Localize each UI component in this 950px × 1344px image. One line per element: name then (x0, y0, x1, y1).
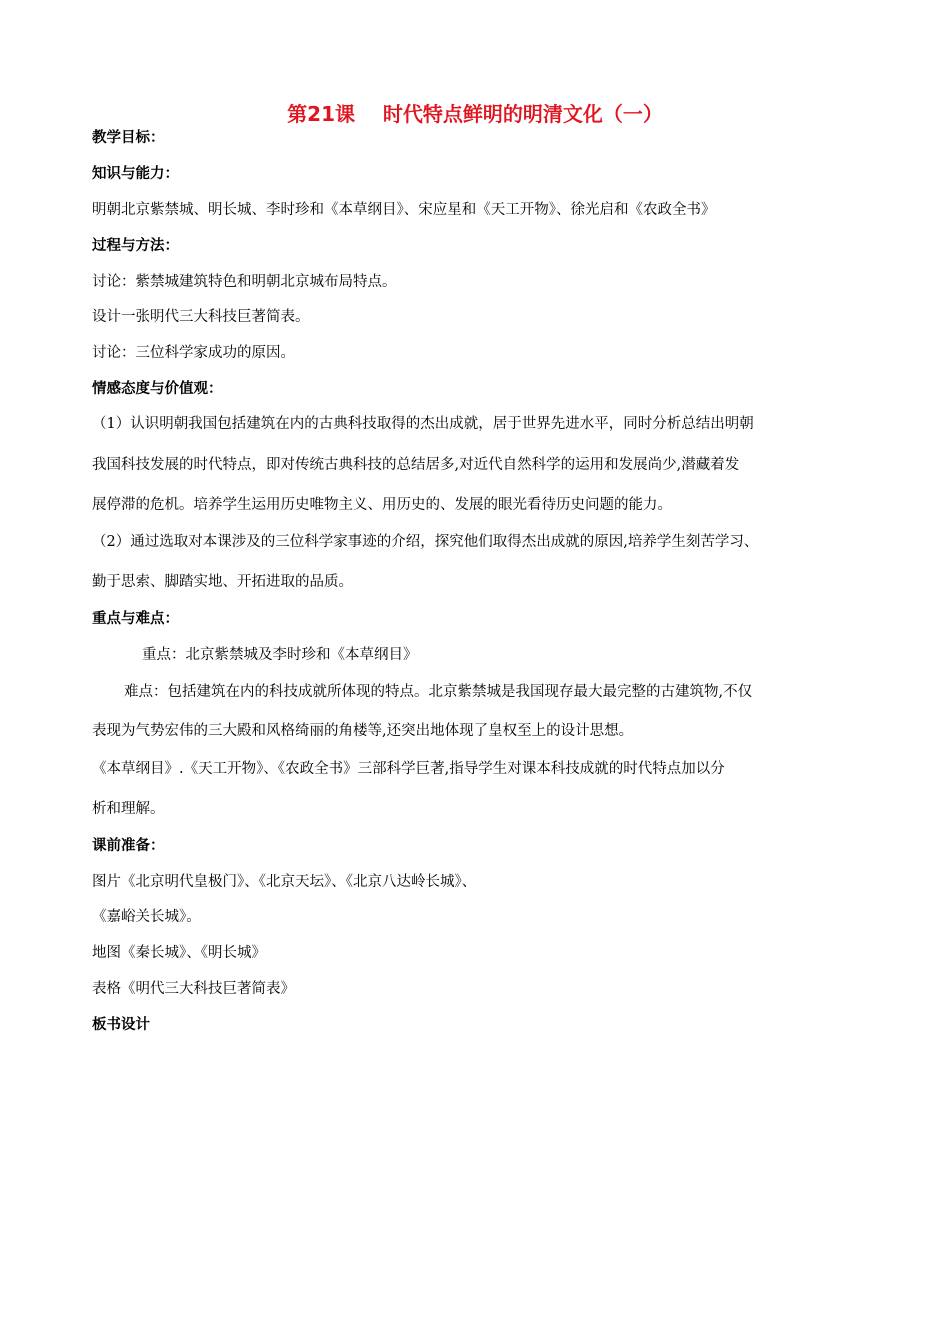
knowledge-heading: 知识与能力： (92, 166, 179, 182)
process-item: 讨论：三位科学家成功的原因。 (92, 345, 295, 361)
preparation-item: 表格《明代三大科技巨著简表》 (92, 981, 295, 997)
difficult-point-line: 《本草纲目》.《天工开物》、《农政全书》三部科学巨著,指导学生对课本科技成就的时代特点加以分 (92, 761, 725, 777)
emotion-paragraph-2-line: （2）通过选取对本课涉及的三位科学家事迹的介绍，探究他们取得杰出成就的原因,培养学生刻苦学习、 (92, 534, 759, 550)
preparation-item: 图片《北京明代皇极门》、《北京天坛》、《北京八达岭长城》、 (92, 874, 477, 890)
difficult-point-line: 表现为气势宏伟的三大殿和风格绮丽的角楼等,还突出地体现了皇权至上的设计思想。 (92, 723, 634, 739)
board-design-heading: 板书设计 (92, 1017, 150, 1033)
knowledge-text: 明朝北京紫禁城、明长城、李时珍和《本草纲目》、宋应星和《天工开物》、徐光启和《农政全书》 (92, 202, 716, 218)
key-points-heading: 重点与难点： (92, 611, 179, 627)
emotion-paragraph-2-line: 勤于思索、脚踏实地、开拓进取的品质。 (92, 574, 353, 590)
teaching-goals-heading: 教学目标： (92, 130, 165, 146)
difficult-point-line: 析和理解。 (92, 801, 165, 817)
difficult-point-line: 难点：包括建筑在内的科技成就所体现的特点。北京紫禁城是我国现存最大最完整的古建筑物,不仅 (124, 684, 753, 700)
preparation-item: 地图《秦长城》、《明长城》 (92, 945, 266, 961)
emotion-paragraph-1-line: 展停滞的危机。培养学生运用历史唯物主义、用历史的、发展的眼光看待历史问题的能力。 (92, 497, 672, 513)
preparation-heading: 课前准备： (92, 838, 165, 854)
emotion-heading: 情感态度与价值观： (92, 381, 223, 397)
process-item: 讨论：紫禁城建筑特色和明朝北京城布局特点。 (92, 274, 397, 290)
page-title: 第21课 时代特点鲜明的明清文化（一） (287, 102, 663, 126)
key-point-text: 重点：北京紫禁城及李时珍和《本草纲目》 (142, 647, 418, 663)
process-item: 设计一张明代三大科技巨著简表。 (92, 309, 310, 325)
emotion-paragraph-1-line: 我国科技发展的时代特点，即对传统古典科技的总结居多,对近代自然科学的运用和发展尚少,潜藏着发 (92, 457, 740, 473)
preparation-item: 《嘉峪关长城》。 (92, 909, 201, 925)
process-heading: 过程与方法： (92, 238, 179, 254)
emotion-paragraph-1-line: （1）认识明朝我国包括建筑在内的古典科技取得的杰出成就，居于世界先进水平，同时分析总结出明朝 (92, 416, 754, 432)
